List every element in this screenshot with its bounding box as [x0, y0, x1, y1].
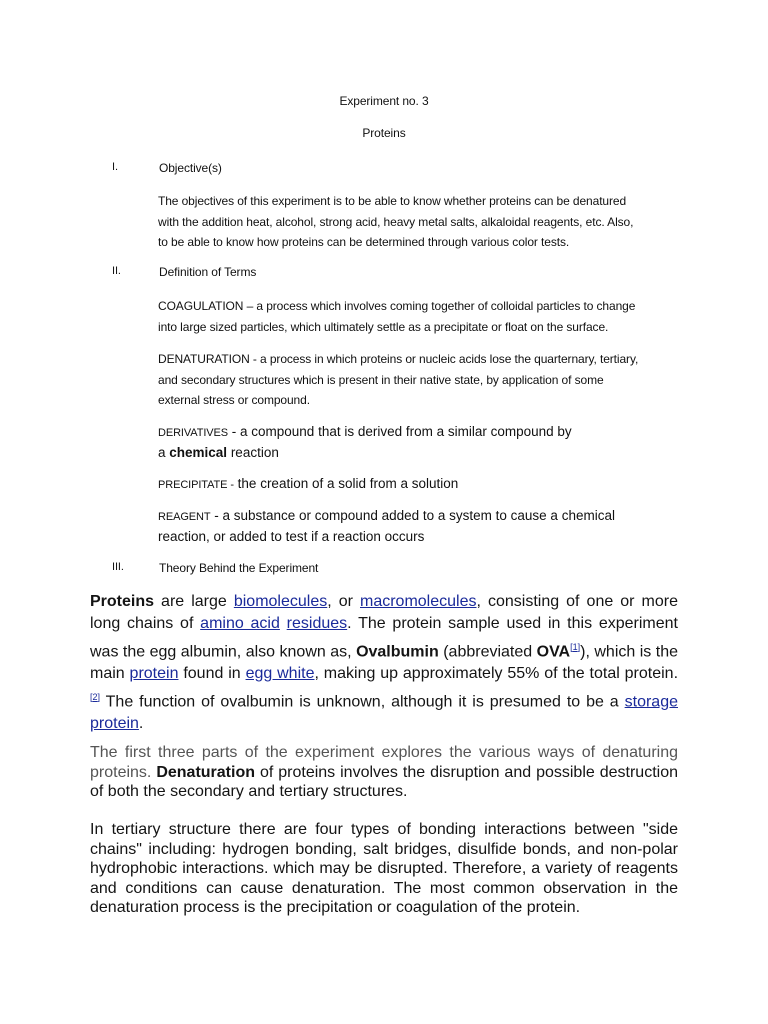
text-line: reaction, or added to test if a reaction occurs	[158, 529, 425, 544]
bold-word: Ovalbumin	[356, 642, 439, 660]
definition-coagulation	[158, 296, 678, 337]
text-line: with the addition heat, alcohol, strong acid, heavy metal salts, alkaloidal reagents, etc. Also,	[158, 214, 634, 229]
text-run: The first three parts of the experiment explores the various ways of denaturing proteins.	[90, 744, 678, 781]
link-storage-protein[interactable]: storage protein	[90, 692, 678, 733]
text-run: (abbreviated	[438, 642, 537, 660]
bold-word: OVA	[536, 642, 571, 660]
definition-text: reaction	[227, 445, 279, 460]
section-heading-theory: Theory Behind the Experiment	[159, 561, 319, 575]
link-egg-white[interactable]: egg white	[245, 665, 315, 683]
text-line: to be able to know how proteins can be determined through various color tests.	[158, 235, 570, 249]
definition-text: a	[158, 445, 170, 460]
definition-denaturation	[158, 349, 678, 411]
text-line: external stress or compound.	[158, 393, 310, 407]
definition-reagent	[158, 506, 678, 547]
text-line: COAGULATION – a process which involves coming together of colloidal particles to change	[158, 299, 636, 313]
section-number-2: II.	[112, 265, 121, 277]
experiment-title: Experiment no. 3	[339, 94, 429, 108]
reference-link-1[interactable]: [1]	[570, 641, 581, 652]
text-run: of proteins involves the disruption and possible destruction of both the secondary and tertiary structures.	[90, 763, 678, 800]
text-line: The objectives of this experiment is to be able to know whether proteins can be denatured	[158, 194, 627, 208]
definition-text: - a compound that is derived from a similar compound by	[228, 424, 572, 439]
text-run	[280, 615, 287, 632]
section-heading-definitions: Definition of Terms	[159, 265, 257, 279]
text-run: , consisting of one or more long chains of	[90, 593, 679, 633]
link-biomolecules[interactable]: biomolecules	[233, 593, 328, 610]
term-reagent: REAGENT	[158, 511, 211, 523]
text-run: are large	[154, 593, 234, 610]
link-amino-acid[interactable]: amino acid	[200, 615, 280, 633]
definition-derivatives	[158, 422, 678, 463]
text-run: ), which is the main	[90, 642, 678, 683]
definition-precipitate	[158, 474, 678, 495]
text-run: found in	[178, 665, 246, 683]
experiment-subtitle: Proteins	[362, 126, 406, 140]
bold-word: Proteins	[90, 593, 155, 610]
text-run: . The protein sample used in this experiment was the egg albumin, also known as,	[90, 615, 679, 660]
bold-word: chemical	[169, 445, 228, 460]
text-run: , or	[327, 593, 360, 610]
term-precipitate: PRECIPITATE -	[158, 479, 234, 491]
definition-text: - a substance or compound added to a system to cause a chemical	[210, 508, 615, 523]
text-line: and secondary structures which is present in their native state, by application of some	[158, 372, 604, 387]
link-macromolecules[interactable]: macromolecules	[360, 593, 477, 610]
section-heading-objectives: Objective(s)	[159, 161, 222, 175]
theory-paragraph-3: In tertiary structure there are four types of bonding interactions between "side chains" including: hydrogen bonding, salt bridges, disulfide bonds, and non-polar hydrophobic interactions. which may be disrupted. Therefore, a variety of reagents and conditions can cause denaturation. The most common observation in the denaturation process is the precipitation or coagulation of the protein.	[90, 821, 678, 916]
objective-paragraph	[158, 191, 678, 253]
section-number-1: I.	[112, 161, 118, 173]
term-derivatives: DERIVATIVES	[158, 427, 229, 439]
bold-word: Denaturation	[156, 763, 255, 781]
text-run: , making up approximately 55% of the total protein.	[314, 665, 679, 683]
reference-link-2[interactable]: [2]	[90, 691, 101, 702]
link-residues[interactable]: residues	[286, 615, 348, 633]
section-number-3: III.	[112, 561, 124, 573]
theory-paragraph-2	[90, 743, 678, 802]
text-line: DENATURATION - a process in which proteins or nucleic acids lose the quarternary, tertiary,	[158, 352, 639, 366]
text-line: into large sized particles, which ultimately settle as a precipitate or float on the surface.	[158, 319, 609, 334]
text-run: .	[138, 715, 144, 733]
text-run: The function of ovalbumin is unknown, although it is presumed to be a	[100, 692, 625, 710]
link-protein[interactable]: protein	[129, 665, 179, 683]
definition-text: the creation of a solid from a solution	[233, 476, 459, 491]
theory-paragraph-1	[90, 591, 678, 735]
